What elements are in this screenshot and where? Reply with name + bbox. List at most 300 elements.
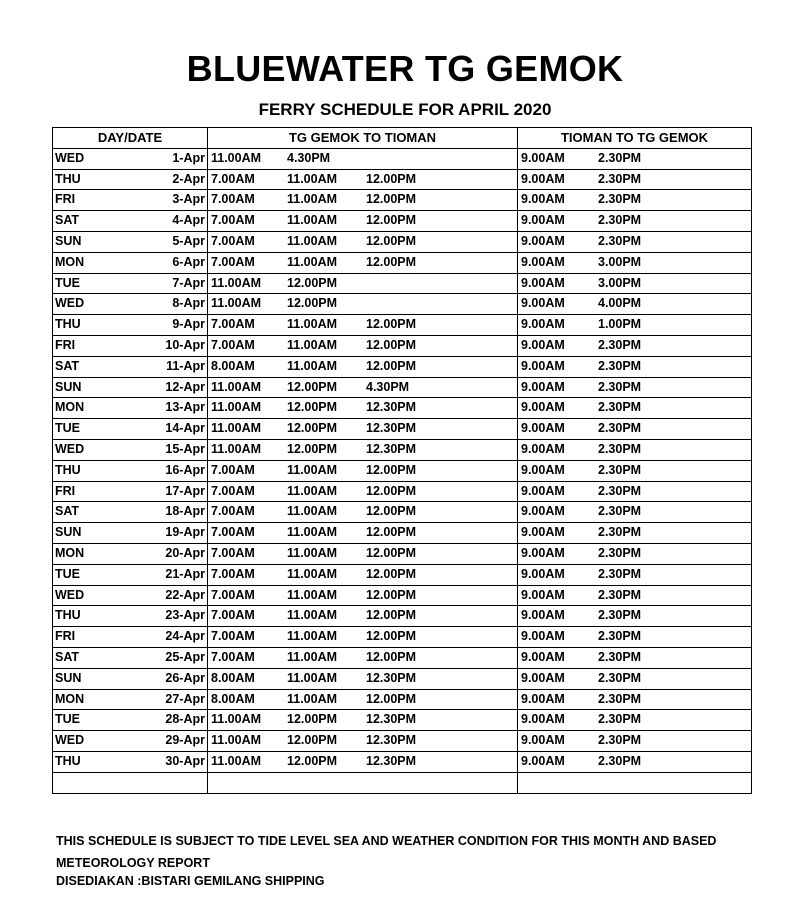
table-row	[53, 377, 752, 398]
table-row	[53, 627, 752, 648]
day-name: MON	[55, 691, 85, 706]
day-date-cell	[53, 481, 208, 502]
departure-time: 9.00AM	[521, 337, 565, 352]
outbound-times-cell	[208, 543, 518, 564]
return-times-cell	[518, 398, 752, 419]
departure-time: 7.00AM	[211, 254, 255, 269]
departure-time: 11.00AM	[287, 213, 338, 228]
header-return: TIOMAN TO TG GEMOK	[518, 128, 752, 149]
day-date-cell	[53, 668, 208, 689]
departure-time: 2.30PM	[598, 337, 642, 352]
day-name: TUE	[55, 566, 80, 581]
departure-time: 7.00AM	[211, 171, 255, 186]
departure-time: 9.00AM	[521, 421, 565, 436]
return-times-cell	[518, 731, 752, 752]
departure-time: 9.00AM	[521, 733, 565, 748]
outbound-times-cell	[208, 439, 518, 460]
date-value: 6-Apr	[172, 254, 205, 269]
table-row	[53, 356, 752, 377]
departure-time: 12.00PM	[366, 213, 417, 228]
return-times-cell	[518, 564, 752, 585]
return-times-cell	[518, 627, 752, 648]
date-value: 13-Apr	[165, 400, 205, 415]
outbound-times-cell	[208, 481, 518, 502]
return-times-cell	[518, 294, 752, 315]
outbound-times-cell	[208, 377, 518, 398]
departure-time: 2.30PM	[598, 213, 642, 228]
day-date-cell	[53, 439, 208, 460]
date-value: 3-Apr	[172, 192, 205, 207]
outbound-times-cell	[208, 585, 518, 606]
date-value: 30-Apr	[165, 753, 205, 768]
day-date-cell	[53, 419, 208, 440]
outbound-times-cell	[208, 502, 518, 523]
departure-time: 12.00PM	[287, 275, 338, 290]
departure-time: 11.00AM	[211, 421, 262, 436]
date-value: 16-Apr	[165, 462, 205, 477]
departure-time: 7.00AM	[211, 483, 255, 498]
table-row	[53, 315, 752, 336]
day-name: TUE	[55, 421, 80, 436]
departure-time: 11.00AM	[211, 733, 262, 748]
day-name: WED	[55, 150, 85, 165]
departure-time: 11.00AM	[287, 483, 338, 498]
date-value: 11-Apr	[166, 358, 205, 373]
date-value: 9-Apr	[172, 317, 205, 332]
departure-time: 9.00AM	[521, 504, 565, 519]
return-times-cell	[518, 585, 752, 606]
table-row	[53, 419, 752, 440]
departure-time: 12.30PM	[366, 421, 417, 436]
table-row	[53, 543, 752, 564]
date-value: 7-Apr	[172, 275, 205, 290]
departure-time: 12.30PM	[366, 441, 417, 456]
departure-time: 12.00PM	[366, 317, 417, 332]
empty-cell	[518, 772, 752, 793]
outbound-times-cell	[208, 523, 518, 544]
departure-time: 12.00PM	[366, 587, 417, 602]
table-row	[53, 564, 752, 585]
departure-time: 12.00PM	[287, 400, 338, 415]
departure-time: 8.00AM	[211, 358, 255, 373]
departure-time: 2.30PM	[598, 587, 642, 602]
departure-time: 11.00AM	[287, 608, 338, 623]
departure-time: 2.30PM	[598, 629, 642, 644]
departure-time: 12.30PM	[366, 753, 417, 768]
prepared-by: DISEDIAKAN :BISTARI GEMILANG SHIPPING	[56, 874, 325, 888]
departure-time: 7.00AM	[211, 649, 255, 664]
outbound-times-cell	[208, 190, 518, 211]
day-name: SAT	[55, 504, 80, 519]
day-date-cell	[53, 211, 208, 232]
table-row	[53, 523, 752, 544]
day-name: THU	[55, 753, 81, 768]
day-name: THU	[55, 462, 81, 477]
date-value: 24-Apr	[165, 629, 205, 644]
departure-time: 9.00AM	[521, 670, 565, 685]
outbound-times-cell	[208, 211, 518, 232]
departure-time: 9.00AM	[521, 441, 565, 456]
departure-time: 2.30PM	[598, 649, 642, 664]
departure-time: 2.30PM	[598, 171, 642, 186]
day-name: WED	[55, 441, 85, 456]
departure-time: 7.00AM	[211, 629, 255, 644]
departure-time: 9.00AM	[521, 587, 565, 602]
departure-time: 8.00AM	[211, 691, 255, 706]
departure-time: 12.00PM	[287, 733, 338, 748]
departure-time: 2.30PM	[598, 691, 642, 706]
departure-time: 12.00PM	[366, 649, 417, 664]
departure-time: 12.00PM	[287, 421, 338, 436]
table-row	[53, 751, 752, 772]
departure-time: 12.30PM	[366, 733, 417, 748]
date-value: 23-Apr	[165, 608, 205, 623]
return-times-cell	[518, 148, 752, 169]
page-title: BLUEWATER TG GEMOK	[186, 48, 624, 89]
day-date-cell	[53, 606, 208, 627]
departure-time: 9.00AM	[521, 171, 565, 186]
date-value: 5-Apr	[172, 233, 205, 248]
day-name: FRI	[55, 192, 76, 207]
day-date-cell	[53, 169, 208, 190]
day-date-cell	[53, 398, 208, 419]
return-times-cell	[518, 647, 752, 668]
date-value: 21-Apr	[165, 566, 205, 581]
departure-time: 12.00PM	[366, 691, 417, 706]
schedule-subtitle: FERRY SCHEDULE FOR APRIL 2020	[258, 100, 552, 119]
departure-time: 11.00AM	[287, 254, 338, 269]
date-value: 18-Apr	[165, 504, 205, 519]
departure-time: 12.00PM	[366, 545, 417, 560]
departure-time: 3.00PM	[598, 275, 642, 290]
table-row	[53, 585, 752, 606]
date-value: 20-Apr	[165, 545, 205, 560]
day-name: MON	[55, 254, 85, 269]
departure-time: 2.30PM	[598, 753, 642, 768]
outbound-times-cell	[208, 273, 518, 294]
table-row	[53, 252, 752, 273]
table-row	[53, 502, 752, 523]
date-value: 10-Apr	[165, 337, 205, 352]
day-date-cell	[53, 543, 208, 564]
schedule-note	[56, 830, 751, 874]
day-name: SAT	[55, 358, 80, 373]
schedule-body	[53, 148, 752, 793]
date-value: 25-Apr	[165, 649, 205, 664]
day-name: WED	[55, 587, 85, 602]
return-times-cell	[518, 231, 752, 252]
outbound-times-cell	[208, 294, 518, 315]
table-row	[53, 335, 752, 356]
day-name: FRI	[55, 337, 76, 352]
departure-time: 12.30PM	[366, 400, 417, 415]
departure-time: 2.30PM	[598, 670, 642, 685]
departure-time: 7.00AM	[211, 462, 255, 477]
day-name: SUN	[55, 670, 82, 685]
departure-time: 9.00AM	[521, 150, 565, 165]
departure-time: 9.00AM	[521, 275, 565, 290]
day-name: THU	[55, 171, 81, 186]
departure-time: 7.00AM	[211, 504, 255, 519]
day-name: MON	[55, 400, 85, 415]
date-value: 28-Apr	[165, 712, 205, 727]
departure-time: 12.00PM	[366, 566, 417, 581]
departure-time: 9.00AM	[521, 379, 565, 394]
outbound-times-cell	[208, 731, 518, 752]
departure-time: 7.00AM	[211, 525, 255, 540]
departure-time: 4.30PM	[366, 379, 410, 394]
departure-time: 12.00PM	[366, 608, 417, 623]
outbound-times-cell	[208, 315, 518, 336]
departure-time: 2.30PM	[598, 421, 642, 436]
departure-time: 11.00AM	[287, 525, 338, 540]
day-date-cell	[53, 585, 208, 606]
day-name: FRI	[55, 629, 76, 644]
note-line-2: METEOROLOGY REPORT	[56, 856, 210, 870]
departure-time: 2.30PM	[598, 462, 642, 477]
departure-time: 9.00AM	[521, 483, 565, 498]
return-times-cell	[518, 523, 752, 544]
departure-time: 11.00AM	[287, 587, 338, 602]
outbound-times-cell	[208, 148, 518, 169]
outbound-times-cell	[208, 398, 518, 419]
departure-time: 11.00AM	[287, 233, 338, 248]
date-value: 1-Apr	[172, 150, 205, 165]
departure-time: 9.00AM	[521, 296, 565, 311]
departure-time: 12.00PM	[366, 462, 417, 477]
outbound-times-cell	[208, 419, 518, 440]
return-times-cell	[518, 751, 752, 772]
departure-time: 11.00AM	[211, 400, 262, 415]
outbound-times-cell	[208, 647, 518, 668]
day-date-cell	[53, 231, 208, 252]
departure-time: 11.00AM	[287, 504, 338, 519]
day-date-cell	[53, 377, 208, 398]
departure-time: 11.00AM	[287, 358, 338, 373]
departure-time: 11.00AM	[211, 441, 262, 456]
departure-time: 12.00PM	[366, 525, 417, 540]
departure-time: 7.00AM	[211, 317, 255, 332]
date-value: 29-Apr	[165, 733, 205, 748]
day-date-cell	[53, 751, 208, 772]
departure-time: 11.00AM	[287, 670, 338, 685]
outbound-times-cell	[208, 335, 518, 356]
return-times-cell	[518, 273, 752, 294]
departure-time: 9.00AM	[521, 233, 565, 248]
day-date-cell	[53, 190, 208, 211]
table-row	[53, 731, 752, 752]
date-value: 4-Apr	[172, 213, 205, 228]
return-times-cell	[518, 419, 752, 440]
day-date-cell	[53, 460, 208, 481]
day-date-cell	[53, 627, 208, 648]
departure-time: 2.30PM	[598, 400, 642, 415]
return-times-cell	[518, 356, 752, 377]
day-name: SUN	[55, 525, 82, 540]
day-name: TUE	[55, 712, 80, 727]
outbound-times-cell	[208, 751, 518, 772]
return-times-cell	[518, 211, 752, 232]
outbound-times-cell	[208, 710, 518, 731]
date-value: 19-Apr	[165, 525, 205, 540]
day-name: SAT	[55, 213, 80, 228]
table-row	[53, 398, 752, 419]
departure-time: 2.30PM	[598, 192, 642, 207]
return-times-cell	[518, 439, 752, 460]
note-line-1: THIS SCHEDULE IS SUBJECT TO TIDE LEVEL SEA AND WEATHER CONDITION FOR THIS MONTH AND BASED	[56, 834, 717, 848]
day-date-cell	[53, 148, 208, 169]
day-date-cell	[53, 523, 208, 544]
outbound-times-cell	[208, 627, 518, 648]
table-row	[53, 190, 752, 211]
return-times-cell	[518, 606, 752, 627]
day-date-cell	[53, 689, 208, 710]
departure-time: 11.00AM	[287, 566, 338, 581]
departure-time: 7.00AM	[211, 587, 255, 602]
departure-time: 9.00AM	[521, 462, 565, 477]
departure-time: 9.00AM	[521, 400, 565, 415]
date-value: 2-Apr	[172, 171, 205, 186]
day-date-cell	[53, 710, 208, 731]
departure-time: 9.00AM	[521, 712, 565, 727]
departure-time: 9.00AM	[521, 545, 565, 560]
day-name: TUE	[55, 275, 80, 290]
return-times-cell	[518, 543, 752, 564]
day-date-cell	[53, 731, 208, 752]
departure-time: 7.00AM	[211, 213, 255, 228]
day-name: SAT	[55, 649, 80, 664]
departure-time: 2.30PM	[598, 525, 642, 540]
departure-time: 9.00AM	[521, 649, 565, 664]
table-row	[53, 647, 752, 668]
return-times-cell	[518, 335, 752, 356]
outbound-times-cell	[208, 668, 518, 689]
departure-time: 12.00PM	[287, 712, 338, 727]
departure-time: 7.00AM	[211, 337, 255, 352]
departure-time: 2.30PM	[598, 504, 642, 519]
departure-time: 9.00AM	[521, 525, 565, 540]
departure-time: 11.00AM	[287, 192, 338, 207]
table-row	[53, 606, 752, 627]
departure-time: 9.00AM	[521, 608, 565, 623]
departure-time: 9.00AM	[521, 691, 565, 706]
table-row	[53, 148, 752, 169]
departure-time: 2.30PM	[598, 441, 642, 456]
day-date-cell	[53, 252, 208, 273]
departure-time: 11.00AM	[287, 317, 338, 332]
departure-time: 8.00AM	[211, 670, 255, 685]
departure-time: 7.00AM	[211, 233, 255, 248]
table-row	[53, 689, 752, 710]
return-times-cell	[518, 169, 752, 190]
day-date-cell	[53, 273, 208, 294]
date-value: 12-Apr	[165, 379, 205, 394]
departure-time: 3.00PM	[598, 254, 642, 269]
departure-time: 9.00AM	[521, 358, 565, 373]
departure-time: 7.00AM	[211, 566, 255, 581]
return-times-cell	[518, 315, 752, 336]
return-times-cell	[518, 190, 752, 211]
outbound-times-cell	[208, 460, 518, 481]
departure-time: 7.00AM	[211, 192, 255, 207]
day-name: SUN	[55, 233, 82, 248]
outbound-times-cell	[208, 689, 518, 710]
departure-time: 12.00PM	[287, 753, 338, 768]
departure-time: 12.00PM	[366, 254, 417, 269]
departure-time: 4.30PM	[287, 150, 331, 165]
departure-time: 7.00AM	[211, 545, 255, 560]
empty-row	[53, 772, 752, 793]
departure-time: 9.00AM	[521, 753, 565, 768]
departure-time: 12.00PM	[287, 379, 338, 394]
departure-time: 12.00PM	[366, 483, 417, 498]
date-value: 17-Apr	[165, 483, 205, 498]
departure-time: 2.30PM	[598, 379, 642, 394]
departure-time: 11.00AM	[211, 379, 262, 394]
departure-time: 11.00AM	[287, 629, 338, 644]
table-row	[53, 668, 752, 689]
departure-time: 2.30PM	[598, 608, 642, 623]
table-row	[53, 460, 752, 481]
return-times-cell	[518, 502, 752, 523]
table-row	[53, 710, 752, 731]
departure-time: 2.30PM	[598, 733, 642, 748]
outbound-times-cell	[208, 606, 518, 627]
return-times-cell	[518, 377, 752, 398]
day-date-cell	[53, 294, 208, 315]
outbound-times-cell	[208, 231, 518, 252]
departure-time: 9.00AM	[521, 317, 565, 332]
table-row	[53, 481, 752, 502]
departure-time: 12.00PM	[366, 192, 417, 207]
table-row	[53, 439, 752, 460]
table-row	[53, 169, 752, 190]
departure-time: 12.00PM	[287, 441, 338, 456]
return-times-cell	[518, 710, 752, 731]
departure-time: 11.00AM	[211, 712, 262, 727]
date-value: 8-Apr	[172, 296, 205, 311]
day-name: SUN	[55, 379, 82, 394]
day-name: WED	[55, 296, 85, 311]
outbound-times-cell	[208, 564, 518, 585]
header-outbound: TG GEMOK TO TIOMAN	[208, 128, 518, 149]
date-value: 14-Apr	[165, 421, 205, 436]
table-row	[53, 211, 752, 232]
date-value: 15-Apr	[165, 441, 205, 456]
table-header-row	[53, 128, 752, 149]
day-name: FRI	[55, 483, 76, 498]
departure-time: 9.00AM	[521, 192, 565, 207]
departure-time: 11.00AM	[211, 296, 262, 311]
day-date-cell	[53, 335, 208, 356]
departure-time: 9.00AM	[521, 629, 565, 644]
departure-time: 12.00PM	[366, 504, 417, 519]
day-name: MON	[55, 545, 85, 560]
departure-time: 11.00AM	[287, 337, 338, 352]
departure-time: 2.30PM	[598, 566, 642, 581]
empty-cell	[53, 772, 208, 793]
date-value: 26-Apr	[165, 670, 205, 685]
departure-time: 12.30PM	[366, 670, 417, 685]
departure-time: 9.00AM	[521, 213, 565, 228]
day-date-cell	[53, 502, 208, 523]
date-value: 27-Apr	[165, 691, 205, 706]
header-day-date: DAY/DATE	[53, 128, 208, 149]
departure-time: 2.30PM	[598, 712, 642, 727]
departure-time: 11.00AM	[287, 171, 338, 186]
departure-time: 11.00AM	[211, 150, 262, 165]
table-row	[53, 231, 752, 252]
